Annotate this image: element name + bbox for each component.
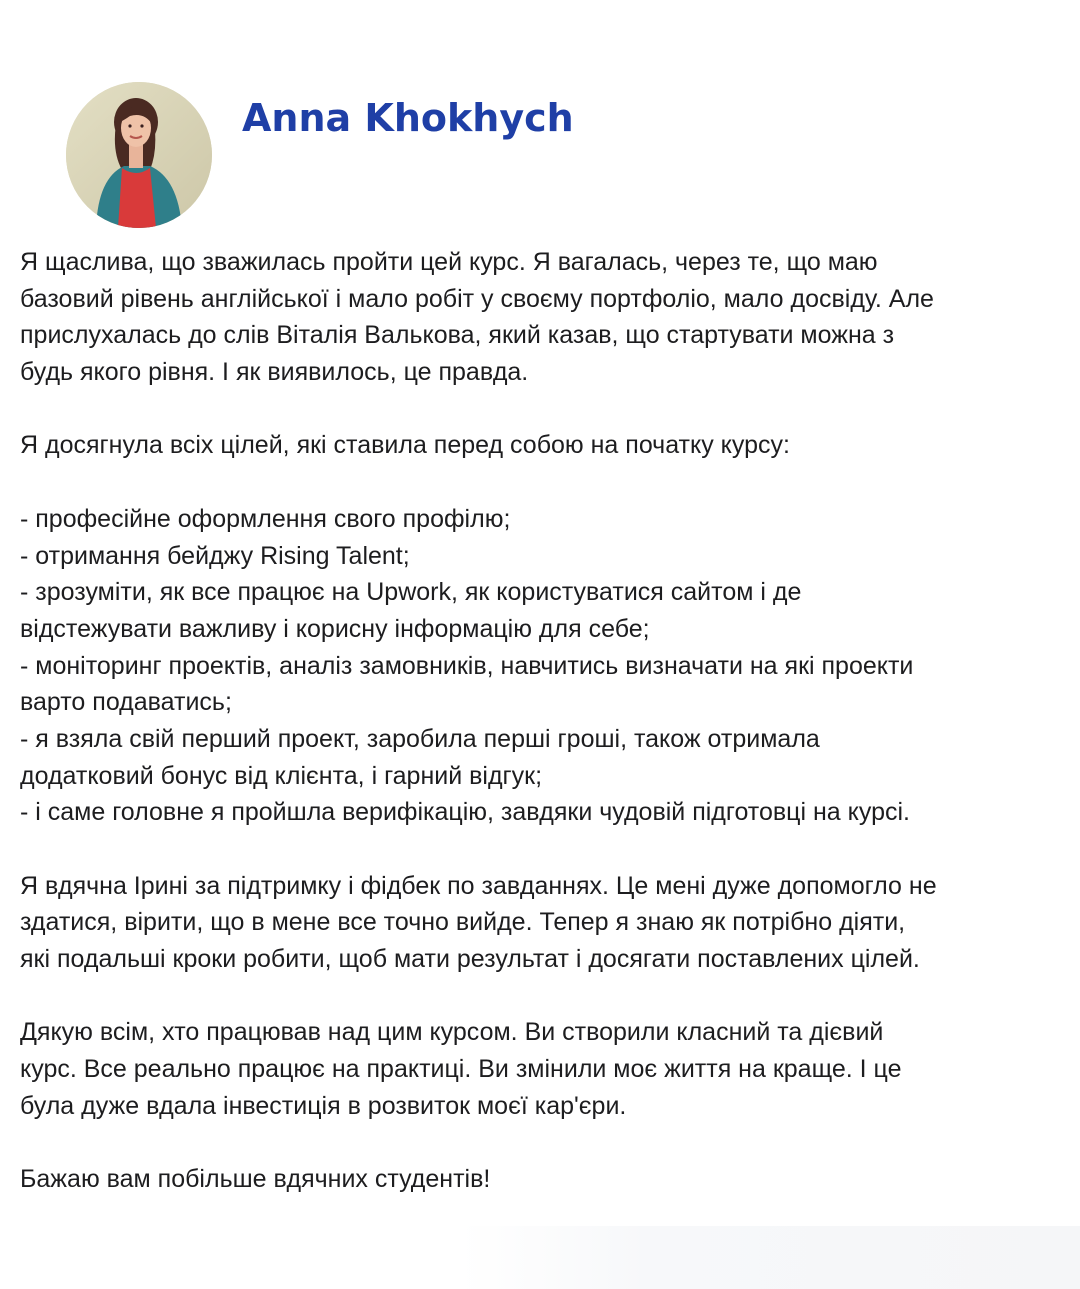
review-text	[20, 244, 1070, 1198]
goal-item: варто подаватись;	[20, 688, 232, 717]
goal-item: відстежувати важливу і корисну інформацію для себе;	[20, 614, 650, 643]
paragraph-gap	[20, 464, 1070, 501]
goal-item: - отримання бейджу Rising Talent;	[20, 541, 410, 570]
review-line: Дякую всім, хто працював над цим курсом. Ви створили класний та дієвий	[20, 1018, 884, 1047]
goal-item: - зрозуміти, як все працює на Upwork, як користуватися сайтом і де	[20, 578, 802, 607]
review-line: Бажаю вам побільше вдячних студентів!	[20, 1165, 491, 1194]
goal-item: додатковий бонус від клієнта, і гарний відгук;	[20, 761, 543, 790]
review-line: базовий рівень англійської і мало робіт у своєму портфоліо, мало досвіду. Але	[20, 284, 934, 313]
goal-item: - професійне оформлення свого профілю;	[20, 504, 511, 533]
review-header	[66, 82, 574, 228]
paragraph-gap	[20, 978, 1070, 1015]
author-name: Anna Khokhych	[242, 96, 574, 140]
goal-item: - і саме головне я пройшла верифікацію, завдяки чудовій підготовці на курсі.	[20, 798, 910, 827]
review-line: Я досягнула всіх цілей, які ставила перед собою на початку курсу:	[20, 431, 790, 460]
review-line: будь якого рівня. І як виявилось, це правда.	[20, 358, 529, 387]
review-line: курс. Все реально працює на практиці. Ви змінили моє життя на краще. І це	[20, 1055, 902, 1084]
paragraph-gap	[20, 391, 1070, 428]
goal-item: - я взяла свій перший проект, заробила перші гроші, також отримала	[20, 724, 820, 753]
review-line: здатися, вірити, що в мене все точно вийде. Тепер я знаю як потрібно діяти,	[20, 908, 906, 937]
avatar	[66, 82, 212, 228]
review-line: які подальші кроки робити, щоб мати результат і досягати поставлених цілей.	[20, 945, 920, 974]
bottom-shade	[460, 1226, 1080, 1289]
person-photo-icon	[66, 82, 212, 228]
review-line: прислухалась до слів Віталія Валькова, який казав, що стартувати можна з	[20, 321, 895, 350]
paragraph-gap	[20, 831, 1070, 868]
goal-item: - моніторинг проектів, аналіз замовників, навчитись визначати на які проекти	[20, 651, 914, 680]
paragraph-gap	[20, 1125, 1070, 1162]
review-line: Я вдячна Ірині за підтримку і фідбек по завданнях. Це мені дуже допомогло не	[20, 871, 937, 900]
review-line: була дуже вдала інвестиція в розвиток моєї кар'єри.	[20, 1091, 627, 1120]
review-line: Я щаслива, що зважилась пройти цей курс. Я вагалась, через те, що маю	[20, 248, 878, 276]
